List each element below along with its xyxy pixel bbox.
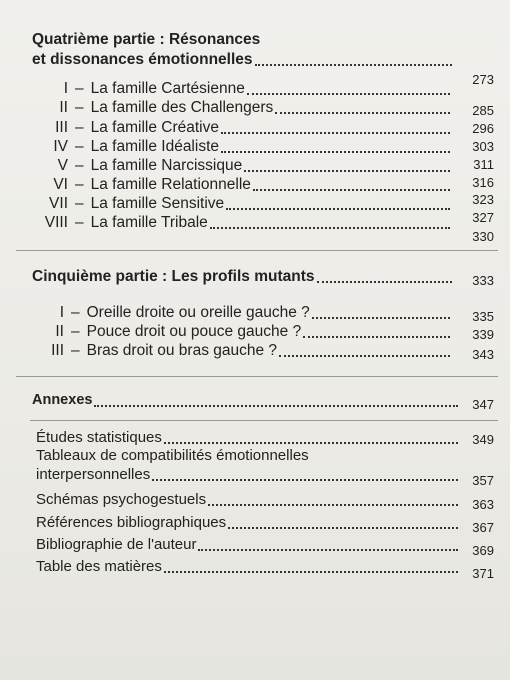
leader-dots	[226, 208, 450, 210]
page-number: 349	[472, 432, 494, 447]
leader-dots	[247, 93, 450, 95]
section-title-part4	[32, 30, 260, 49]
entry-title: Pouce droit ou pouce gauche ?	[86, 323, 302, 340]
entry-title: Études statistiques	[36, 429, 162, 446]
leader-dots	[208, 504, 458, 506]
entry-dash: –	[71, 342, 80, 359]
leader-dots	[228, 527, 458, 529]
entry-number: II	[59, 99, 68, 116]
page-number: 303	[472, 139, 494, 154]
leader-dots	[94, 405, 458, 407]
leader-dots	[221, 151, 450, 153]
leader-dots	[244, 170, 450, 172]
leader-dots	[279, 355, 450, 357]
entry-title: La famille Sensitive	[90, 195, 225, 212]
page-number: 273	[472, 72, 494, 87]
entry-dash: –	[75, 157, 84, 174]
entry-dash: –	[75, 99, 84, 116]
toc-entry	[36, 535, 462, 554]
leader-dots	[198, 549, 458, 551]
entry-title: La famille Créative	[90, 119, 219, 136]
page-number: 363	[472, 497, 494, 512]
leader-dots	[317, 281, 453, 283]
section-title-line: et dissonances émotionnelles	[32, 51, 253, 68]
toc-entry	[38, 137, 454, 156]
toc-entry	[36, 428, 462, 447]
entry-number: III	[51, 342, 64, 359]
entry-number: I	[59, 304, 64, 321]
entry-number: V	[57, 157, 68, 174]
toc-entry	[38, 118, 454, 137]
section-divider	[30, 420, 498, 421]
entry-number: II	[55, 323, 64, 340]
entry-title: Schémas psychogestuels	[36, 491, 207, 508]
entry-dash: –	[71, 323, 80, 340]
page-number: 339	[472, 327, 494, 342]
entry-number: I	[63, 80, 68, 97]
entry-title: interpersonnelles	[36, 466, 151, 483]
page-number: 311	[473, 157, 494, 172]
toc-entry	[44, 303, 454, 322]
page-number: 335	[472, 309, 494, 324]
entry-title: Oreille droite ou oreille gauche ?	[86, 304, 310, 321]
entry-title: La famille Narcissique	[90, 157, 243, 174]
page-number: 347	[472, 397, 494, 412]
entry-title: La famille Cartésienne	[90, 80, 245, 97]
entry-dash: –	[71, 304, 80, 321]
leader-dots	[255, 64, 452, 66]
page-number: 330	[472, 229, 494, 244]
page-number: 285	[472, 103, 494, 118]
entry-title: Références bibliographiques	[36, 514, 227, 531]
toc-entry	[44, 341, 454, 360]
page-number: 316	[472, 175, 494, 190]
section-divider	[16, 250, 498, 251]
entry-number: VII	[49, 195, 68, 212]
leader-dots	[312, 317, 450, 319]
leader-dots	[152, 479, 458, 481]
page-number: 357	[472, 473, 494, 488]
entry-dash: –	[75, 119, 84, 136]
leader-dots	[303, 336, 450, 338]
toc-entry	[44, 322, 454, 341]
entry-title: La famille Relationnelle	[90, 176, 251, 193]
entry-number: IV	[53, 138, 68, 155]
toc-entry	[38, 194, 454, 213]
section-title-line: Quatrième partie : Résonances	[32, 31, 261, 48]
entry-number: VI	[53, 176, 68, 193]
page-number: 343	[472, 347, 494, 362]
entry-title: La famille Tribale	[90, 214, 208, 231]
toc-entry	[36, 513, 462, 532]
leader-dots	[164, 571, 458, 573]
section-title-line: Annexes	[32, 392, 93, 408]
toc-entry	[38, 98, 454, 117]
entry-dash: –	[75, 80, 84, 97]
entry-dash: –	[75, 176, 84, 193]
toc-entry	[36, 465, 462, 484]
entry-title: Table des matières	[36, 558, 162, 575]
toc-entry	[38, 175, 454, 194]
leader-dots	[253, 189, 450, 191]
entry-dash: –	[75, 195, 84, 212]
entry-number: III	[55, 119, 68, 136]
entry-number: VIII	[44, 214, 68, 231]
leader-dots	[221, 132, 450, 134]
toc-entry	[38, 79, 454, 98]
toc-entry	[36, 490, 462, 509]
leader-dots	[210, 227, 450, 229]
toc-entry	[38, 156, 454, 175]
page-number: 369	[472, 543, 494, 558]
leader-dots	[164, 442, 458, 444]
entry-title: Bibliographie de l'auteur	[36, 536, 197, 553]
toc-entry-multiline	[36, 446, 462, 465]
section-divider	[16, 376, 498, 377]
entry-title: La famille Idéaliste	[90, 138, 219, 155]
entry-dash: –	[75, 138, 84, 155]
page-number: 296	[472, 121, 494, 136]
entry-title: Bras droit ou bras gauche ?	[86, 342, 278, 359]
section-title-annexes	[32, 391, 462, 410]
page-number: 367	[472, 520, 494, 535]
section-title-part5	[32, 267, 456, 286]
page-number: 323	[472, 192, 494, 207]
section-title-line: Cinquième partie : Les profils mutants	[32, 268, 315, 285]
page-number: 333	[472, 273, 494, 288]
toc-entry	[36, 557, 462, 576]
entry-dash: –	[75, 214, 84, 231]
page-number: 371	[472, 566, 494, 581]
toc-entry	[38, 213, 454, 232]
leader-dots	[275, 112, 450, 114]
section-title-part4-line2	[32, 50, 456, 69]
entry-title: Tableaux de compatibilités émotionnelles	[36, 447, 309, 464]
page-number: 327	[472, 210, 494, 225]
entry-title: La famille des Challengers	[90, 99, 274, 116]
